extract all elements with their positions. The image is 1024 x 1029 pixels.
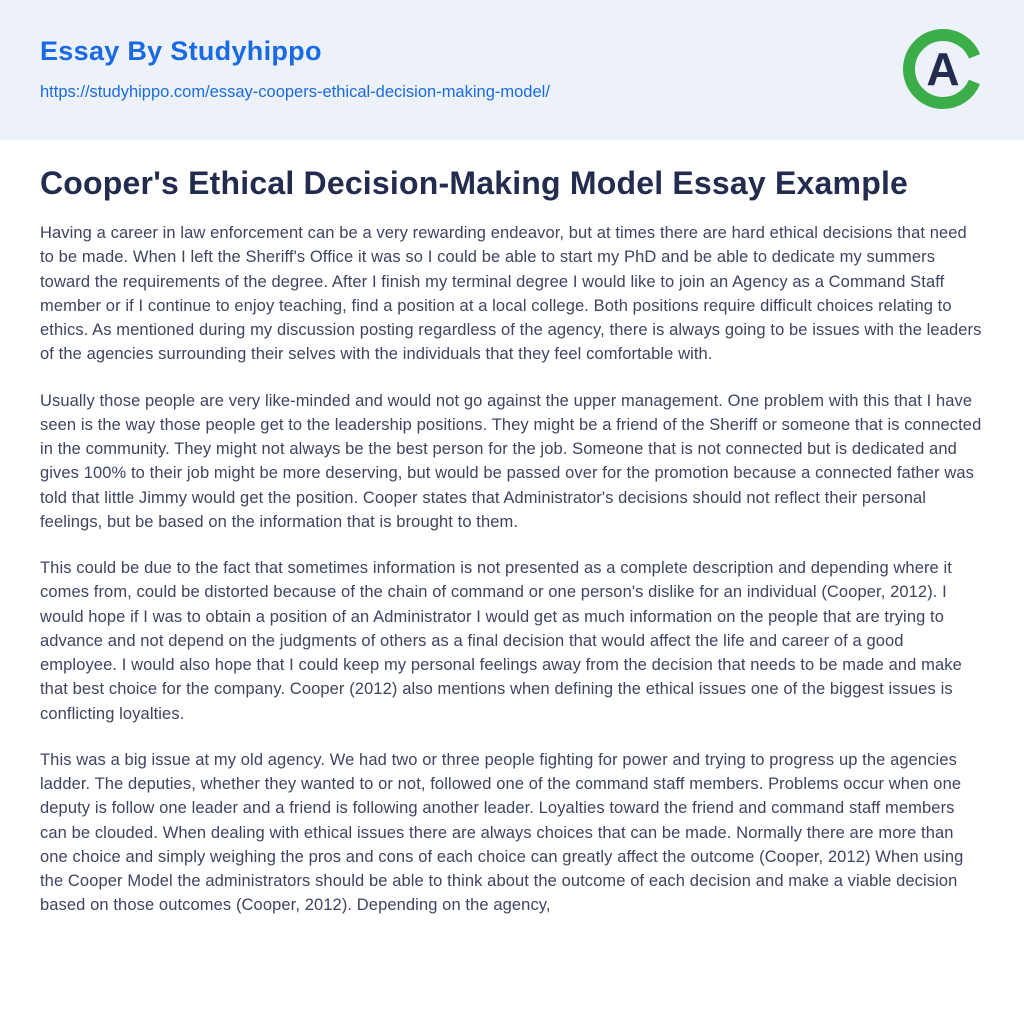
studyhippo-logo-icon: [902, 28, 984, 110]
article-paragraph-2: Usually those people are very like-minded and would not go against the upper management. One problem with this that I have seen is the way those people get to the leadership positions. They might be a friend of the Sheriff or someone that is connected in the community. They might not always be the best person for the job. Someone that is not connected but is dedicated and gives 100% to their job might be more deserving, but would be passed over for the promotion because a connected father was told that little Jimmy would get the position. Cooper states that Administrator's decisions should not reflect their personal feelings, but be based on the information that is brought to them.: [40, 391, 982, 531]
article-paragraph-3: This could be due to the fact that sometimes information is not presented as a complete description and depending where it comes from, could be distorted because of the chain of command or one person's dislike for an individual (Cooper, 2012). I would hope if I was to obtain a position of an Administrator I would get as much information on the people that are trying to advance and not depend on the judgments of others as a final decision that would affect the life and career of a good employee. I would also hope that I could keep my personal feelings away from the decision that needs to be made and make that best choice for the company. Cooper (2012) also mentions when defining the ethical issues one of the biggest issues is conflicting loyalties.: [40, 559, 962, 723]
article-body: [40, 221, 984, 918]
article: [0, 140, 1024, 918]
logo-letter: A: [926, 43, 960, 95]
site-title: Essay By Studyhippo: [40, 36, 322, 66]
article-paragraph-1: Having a career in law enforcement can be a very rewarding endeavor, but at times there are hard ethical decisions that need to be made. When I left the Sheriff's Office it was so I could be able to start my PhD and be able to dedicate my summers toward the requirements of the degree. After I finish my terminal degree I would like to join an Agency as a Command Staff member or if I continue to enjoy teaching, find a position at a local college. Both positions require difficult choices relating to ethics. As mentioned during my discussion posting regardless of the agency, there is always going to be issues with the leaders of the agencies surrounding their selves with the individuals that they feel comfortable with.: [40, 224, 982, 364]
source-url-link[interactable]: https://studyhippo.com/essay-coopers-ethical-decision-making-model/: [40, 83, 550, 101]
site-header: [0, 0, 1024, 140]
article-paragraph-4: This was a big issue at my old agency. We had two or three people fighting for power and trying to progress up the agencies ladder. The deputies, whether they wanted to or not, followed one of the command staff members. Problems occur when one deputy is follow one leader and a friend is following another leader. Loyalties toward the friend and command staff members can be clouded. When dealing with ethical issues there are always choices that can be made. Normally there are more than one choice and simply weighing the pros and cons of each choice can greatly affect the outcome (Cooper, 2012) When using the Cooper Model the administrators should be able to think about the outcome of each decision and make a viable decision based on those outcomes (Cooper, 2012). Depending on the agency,: [40, 750, 964, 915]
site-header-text: [40, 36, 550, 102]
article-title: Cooper's Ethical Decision-Making Model Essay Example: [40, 165, 909, 201]
